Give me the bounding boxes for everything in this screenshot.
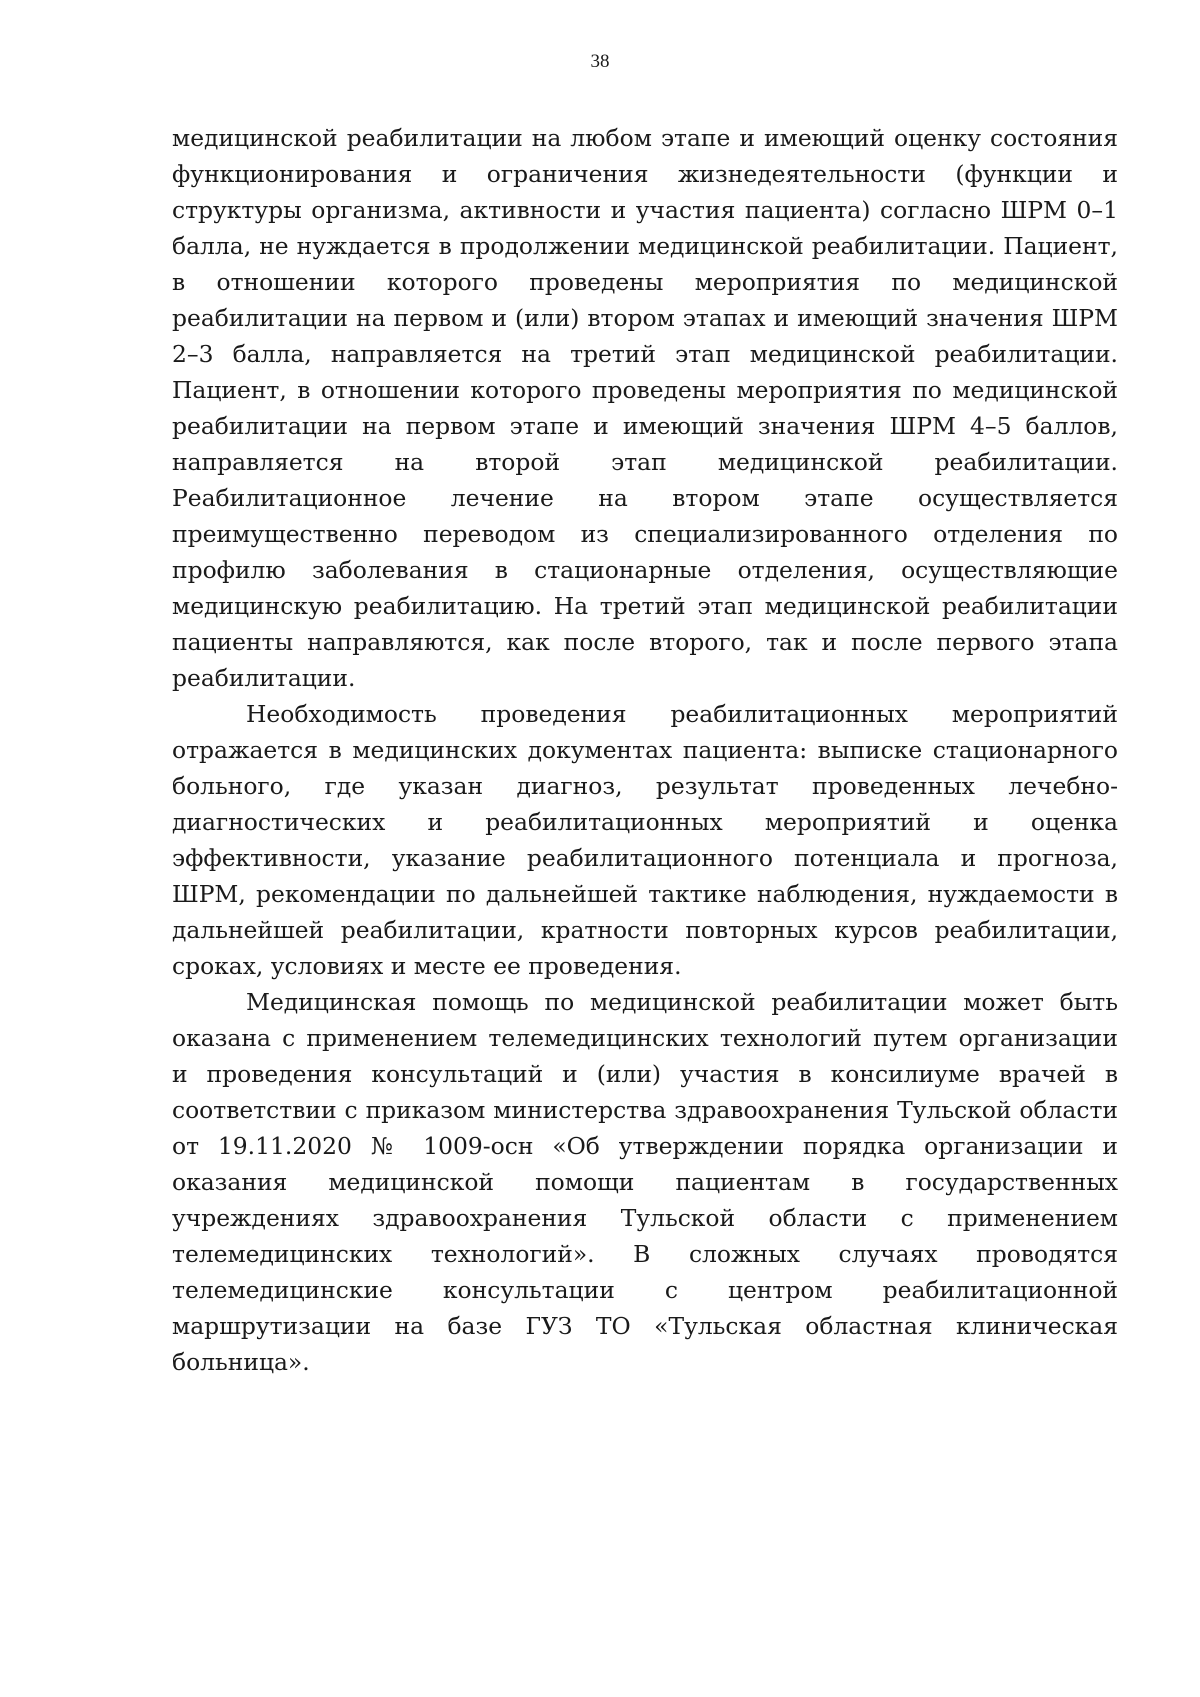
- body-text: [172, 120, 1118, 1380]
- page-number: 38: [590, 51, 610, 72]
- paragraph-rehabilitation-necessity: Необходимость проведения реабилитационных мероприятий отражается в медицинских документах пациента: выписке стационарного больного, где указан диагноз, результат проведенных лечебно-диагностических и реабилитационных мероприятий и оценка эффективности, указание реабилитационного потенциала и прогноза, ШРМ, рекомендации по дальнейшей тактике наблюдения, нуждаемости в дальнейшей реабилитации, кратности повторных курсов реабилитации, сроках, условиях и месте ее проведения.: [172, 700, 1118, 980]
- paragraph-telemedicine: Медицинская помощь по медицинской реабилитации может быть оказана с применением телемедицинских технологий путем организации и проведения консультаций и (или) участия в консилиуме врачей в соответствии с приказом министерства здравоохранения Тульской области от 19.11.2020 № 1009-осн «Об утверждении порядка организации и оказания медицинской помощи пациентам в государственных учреждениях здравоохранения Тульской области с применением телемедицинских технологий». В сложных случаях проводятся телемедицинские консультации с центром реабилитационной маршрутизации на базе ГУЗ ТО «Тульская областная клиническая больница».: [172, 988, 1118, 1376]
- paragraph-continuation: медицинской реабилитации на любом этапе и имеющий оценку состояния функционирования и ограничения жизнедеятельности (функции и структуры организма, активности и участия пациента) согласно ШРМ 0–1 балла, не нуждается в продолжении медицинской реабилитации. Пациент, в отношении которого проведены мероприятия по медицинской реабилитации на первом и (или) втором этапах и имеющий значения ШРМ 2–3 балла, направляется на третий этап медицинской реабилитации. Пациент, в отношении которого проведены мероприятия по медицинской реабилитации на первом этапе и имеющий значения ШРМ 4–5 баллов, направляется на второй этап медицинской реабилитации. Реабилитационное лечение на втором этапе осуществляется преимущественно переводом из специализированного отделения по профилю заболевания в стационарные отделения, осуществляющие медицинскую реабилитацию. На третий этап медицинской реабилитации пациенты направляются, как после второго, так и после первого этапа реабилитации.: [172, 124, 1118, 692]
